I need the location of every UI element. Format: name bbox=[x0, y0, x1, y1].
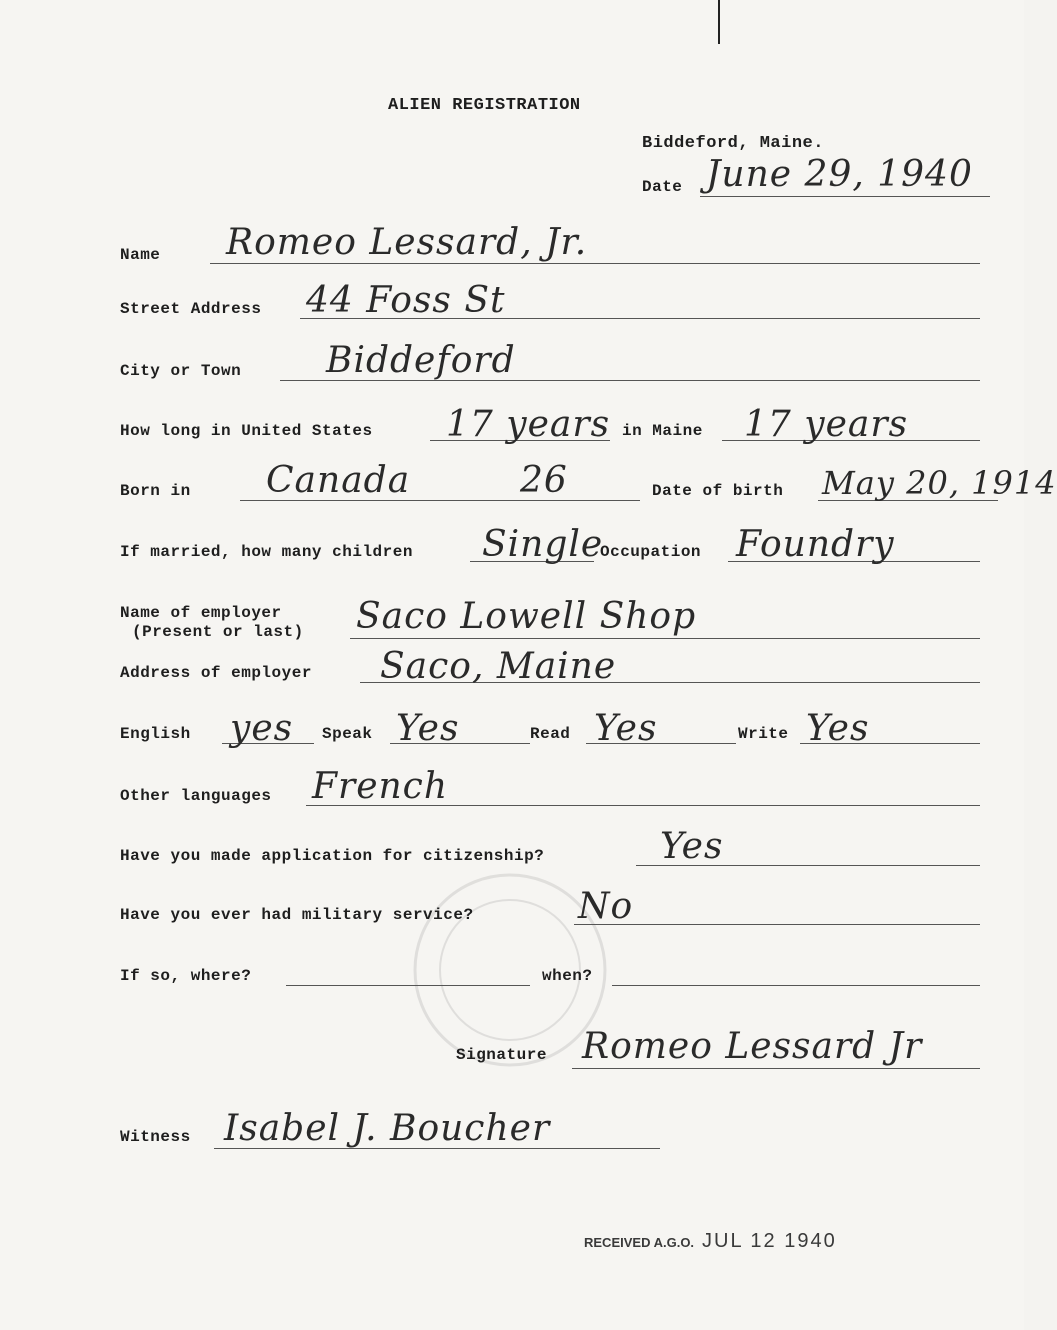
in-maine-label: in Maine bbox=[622, 422, 703, 440]
years-maine-value: 17 years bbox=[744, 404, 909, 445]
children-value: Single bbox=[482, 524, 604, 565]
speak-value: Yes bbox=[396, 708, 460, 749]
employer-address-label: Address of employer bbox=[120, 664, 312, 682]
dob-value: May 20, 1914 bbox=[822, 464, 1057, 502]
if-so-where-label: If so, where? bbox=[120, 967, 252, 985]
write-label: Write bbox=[738, 725, 789, 743]
employer-sublabel: (Present or last) bbox=[132, 623, 304, 641]
date-value: June 29, 1940 bbox=[706, 154, 973, 195]
born-in-label: Born in bbox=[120, 482, 191, 500]
occupation-label: Occupation bbox=[600, 543, 702, 561]
received-stamp bbox=[584, 1230, 837, 1253]
english-label: English bbox=[120, 725, 191, 743]
employer-line bbox=[350, 638, 980, 639]
other-languages-value: French bbox=[312, 766, 449, 807]
page-edge-mark bbox=[718, 0, 720, 44]
write-value: Yes bbox=[806, 708, 870, 749]
received-stamp-label: RECEIVED A.G.O. bbox=[584, 1235, 695, 1250]
military-label: Have you ever had military service? bbox=[120, 906, 474, 924]
street-label: Street Address bbox=[120, 300, 262, 318]
employer-label: Name of employer bbox=[120, 604, 282, 622]
when-label: when? bbox=[542, 967, 593, 985]
read-value: Yes bbox=[594, 708, 658, 749]
military-value: No bbox=[578, 886, 634, 927]
speak-label: Speak bbox=[322, 725, 373, 743]
city-value: Biddeford bbox=[326, 340, 516, 381]
employer-value: Saco Lowell Shop bbox=[356, 596, 697, 637]
read-label: Read bbox=[530, 725, 571, 743]
street-value: 44 Foss St bbox=[306, 280, 506, 321]
name-value: Romeo Lessard, Jr. bbox=[226, 222, 588, 263]
witness-value: Isabel J. Boucher bbox=[224, 1108, 551, 1149]
children-label: If married, how many children bbox=[120, 543, 413, 561]
date-line bbox=[700, 196, 990, 197]
name-line bbox=[210, 263, 980, 264]
signature-value: Romeo Lessard Jr bbox=[582, 1026, 923, 1067]
employer-address-value: Saco, Maine bbox=[380, 646, 617, 687]
age-value: 26 bbox=[520, 460, 568, 501]
where-line bbox=[286, 985, 530, 986]
military-line bbox=[574, 924, 980, 925]
received-stamp-date: JUL 12 1940 bbox=[702, 1230, 837, 1252]
dob-label: Date of birth bbox=[652, 482, 784, 500]
citizenship-value: Yes bbox=[660, 826, 724, 867]
how-long-us-label: How long in United States bbox=[120, 422, 373, 440]
english-value: yes bbox=[230, 708, 294, 749]
occupation-value: Foundry bbox=[736, 524, 895, 565]
name-label: Name bbox=[120, 246, 161, 264]
signature-label: Signature bbox=[456, 1046, 547, 1064]
date-label: Date bbox=[642, 178, 683, 196]
form-place: Biddeford, Maine. bbox=[642, 134, 824, 153]
witness-label: Witness bbox=[120, 1128, 191, 1146]
other-languages-label: Other languages bbox=[120, 787, 272, 805]
city-label: City or Town bbox=[120, 362, 242, 380]
form-title: ALIEN REGISTRATION bbox=[388, 96, 581, 115]
when-line bbox=[612, 985, 980, 986]
born-in-value: Canada bbox=[266, 460, 411, 501]
signature-line bbox=[572, 1068, 980, 1069]
citizenship-label: Have you made application for citizenship? bbox=[120, 847, 545, 865]
years-us-value: 17 years bbox=[446, 404, 611, 445]
